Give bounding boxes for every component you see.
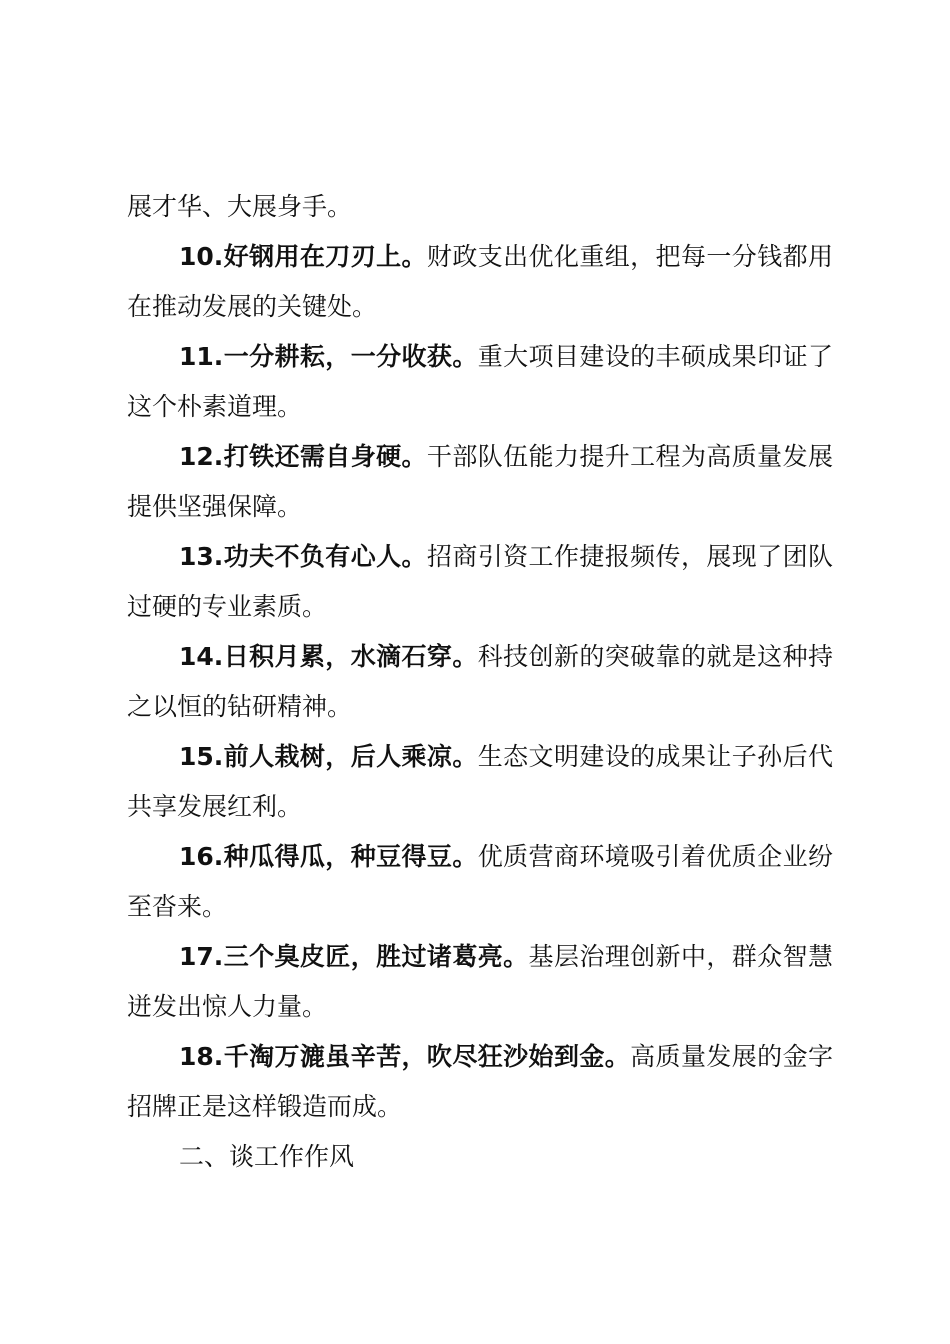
section-heading [127, 1132, 833, 1182]
item-heading: 11.一分耕耘，一分收获。 [179, 342, 478, 371]
item-paragraph-16 [127, 832, 833, 932]
item-paragraph-10 [127, 232, 833, 332]
item-text: 财政支出优化重组，把每一分钱都用在推动发展的关键处。 [127, 242, 833, 321]
item-text: 高质量发展的金字招牌正是这样锻造而成。 [127, 1042, 833, 1121]
item-heading: 13.功夫不负有心人。 [179, 542, 427, 571]
item-paragraph-15 [127, 732, 833, 832]
item-paragraph-18 [127, 1032, 833, 1132]
item-paragraph-12 [127, 432, 833, 532]
item-text: 优质营商环境吸引着优质企业纷至沓来。 [127, 842, 833, 921]
item-heading: 14.日积月累，水滴石穿。 [179, 642, 478, 671]
item-heading: 16.种瓜得瓜，种豆得豆。 [179, 842, 478, 871]
item-text: 生态文明建设的成果让子孙后代共享发展红利。 [127, 742, 833, 821]
item-paragraph-13 [127, 532, 833, 632]
item-text: 干部队伍能力提升工程为高质量发展提供坚强保障。 [127, 442, 833, 521]
item-paragraph-17 [127, 932, 833, 1032]
item-heading: 15.前人栽树，后人乘凉。 [179, 742, 478, 771]
item-text: 招商引资工作捷报频传，展现了团队过硬的专业素质。 [127, 542, 833, 621]
continuation-paragraph [127, 182, 833, 232]
item-heading: 10.好钢用在刀刃上。 [179, 242, 427, 271]
item-text: 基层治理创新中，群众智慧迸发出惊人力量。 [127, 942, 833, 1021]
continuation-text: 展才华、大展身手。 [127, 192, 353, 221]
item-heading: 17.三个臭皮匠，胜过诸葛亮。 [179, 942, 529, 971]
item-paragraph-14 [127, 632, 833, 732]
item-text: 科技创新的突破靠的就是这种持之以恒的钻研精神。 [127, 642, 833, 721]
document-body [127, 182, 833, 1182]
item-heading: 12.打铁还需自身硬。 [179, 442, 427, 471]
item-text: 重大项目建设的丰硕成果印证了这个朴素道理。 [127, 342, 833, 421]
item-paragraph-11 [127, 332, 833, 432]
item-heading: 18.千淘万漉虽辛苦，吹尽狂沙始到金。 [179, 1042, 631, 1071]
section-heading-text: 二、谈工作作风 [179, 1142, 355, 1171]
